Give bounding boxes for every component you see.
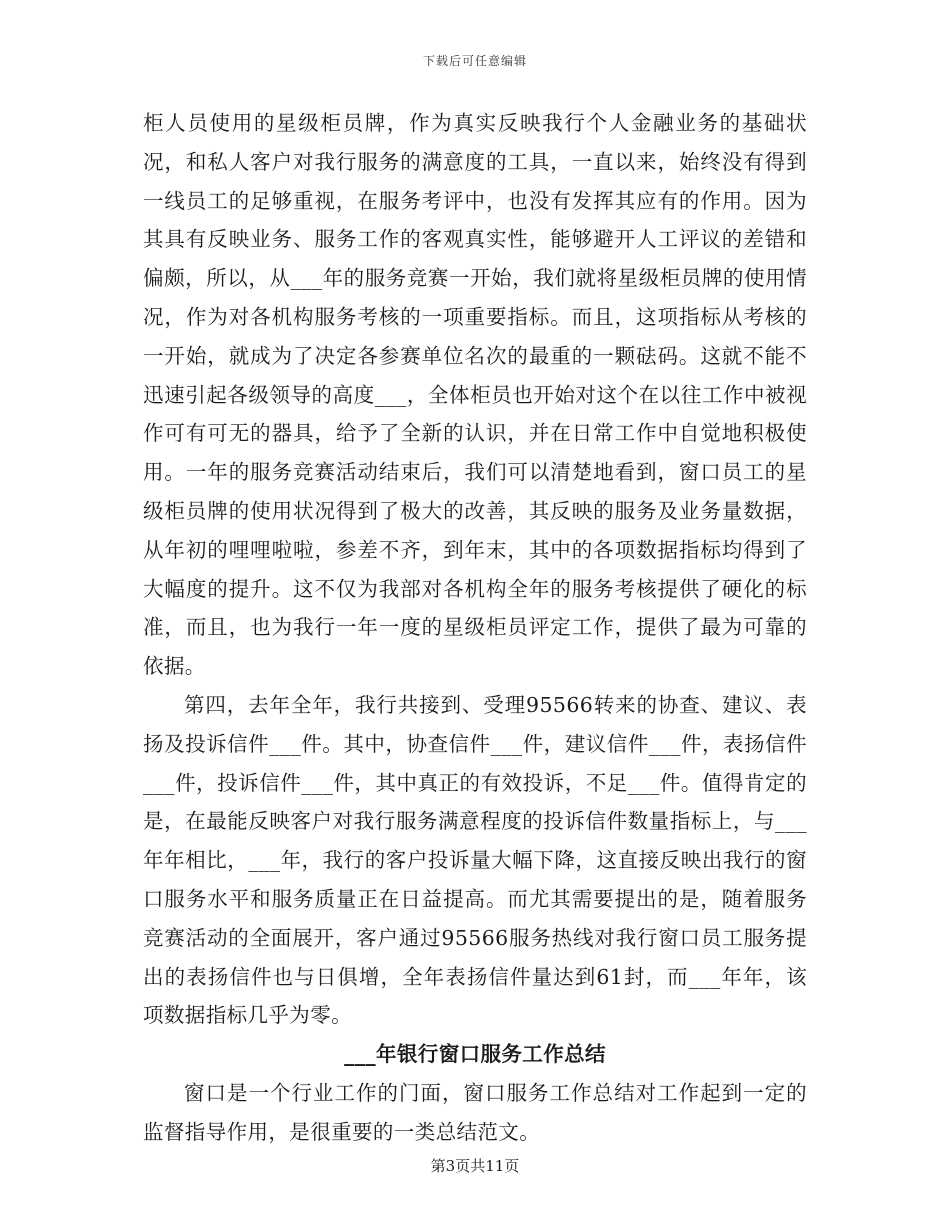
body-paragraph-fourth-point: 第四，去年全年，我行共接到、受理95566转来的协查、建议、表扬及投诉信件___件。其中，协查信件___件，建议信件___件，表扬信件___件，投诉信件___件，其中真正的有效投诉，不足___件。值得肯定的是，在最能反映客户对我行服务满意程度的投诉信件数量指标上，与___年年相比，___年，我行的客户投诉量大幅下降，这直接反映出我行的窗口服务水平和服务质量正在日益提高。而尤其需要提出的是，随着服务竞赛活动的全面展开，客户通过95566服务热线对我行窗口员工服务提出的表扬信件也与日俱增，全年表扬信件量达到61封，而___年年，该项数据指标几乎为零。 [143,692,807,1028]
page-header-note: 下载后可任意编辑 [422,54,527,68]
document-body [143,104,807,1152]
body-paragraph-continued: 柜人员使用的星级柜员牌，作为真实反映我行个人金融业务的基础状况，和私人客户对我行服务的满意度的工具，一直以来，始终没有得到一线员工的足够重视，在服务考评中，也没有发挥其应有的作用。因为其具有反映业务、服务工作的客观真实性，能够避开人工评议的差错和偏颇，所以，从___年的服务竞赛一开始，我们就将星级柜员牌的使用情况，作为对各机构服务考核的一项重要指标。而且，这项指标从考核的一开始，就成为了决定各参赛单位名次的最重的一颗砝码。这就不能不迅速引起各级领导的高度___，全体柜员也开始对这个在以往工作中被视作可有可无的器具，给予了全新的认识，并在日常工作中自觉地积极使用。一年的服务竞赛活动结束后，我们可以清楚地看到，窗口员工的星级柜员牌的使用状况得到了极大的改善，其反映的服务及业务量数据，从年初的哩哩啦啦，参差不齐，到年末，其中的各项数据指标均得到了大幅度的提升。这不仅为我部对各机构全年的服务考核提供了硬化的标准，而且，也为我行一年一度的星级柜员评定工作，提供了最为可靠的依据。 [143,111,807,679]
section-title: ___年银行窗口服务工作总结 [344,1042,606,1067]
body-paragraph-intro: 窗口是一个行业工作的门面，窗口服务工作总结对工作起到一定的监督指导作用，是很重要的一类总结范文。 [143,1080,807,1144]
page-number-footer: 第3页共11页 [430,1157,520,1175]
